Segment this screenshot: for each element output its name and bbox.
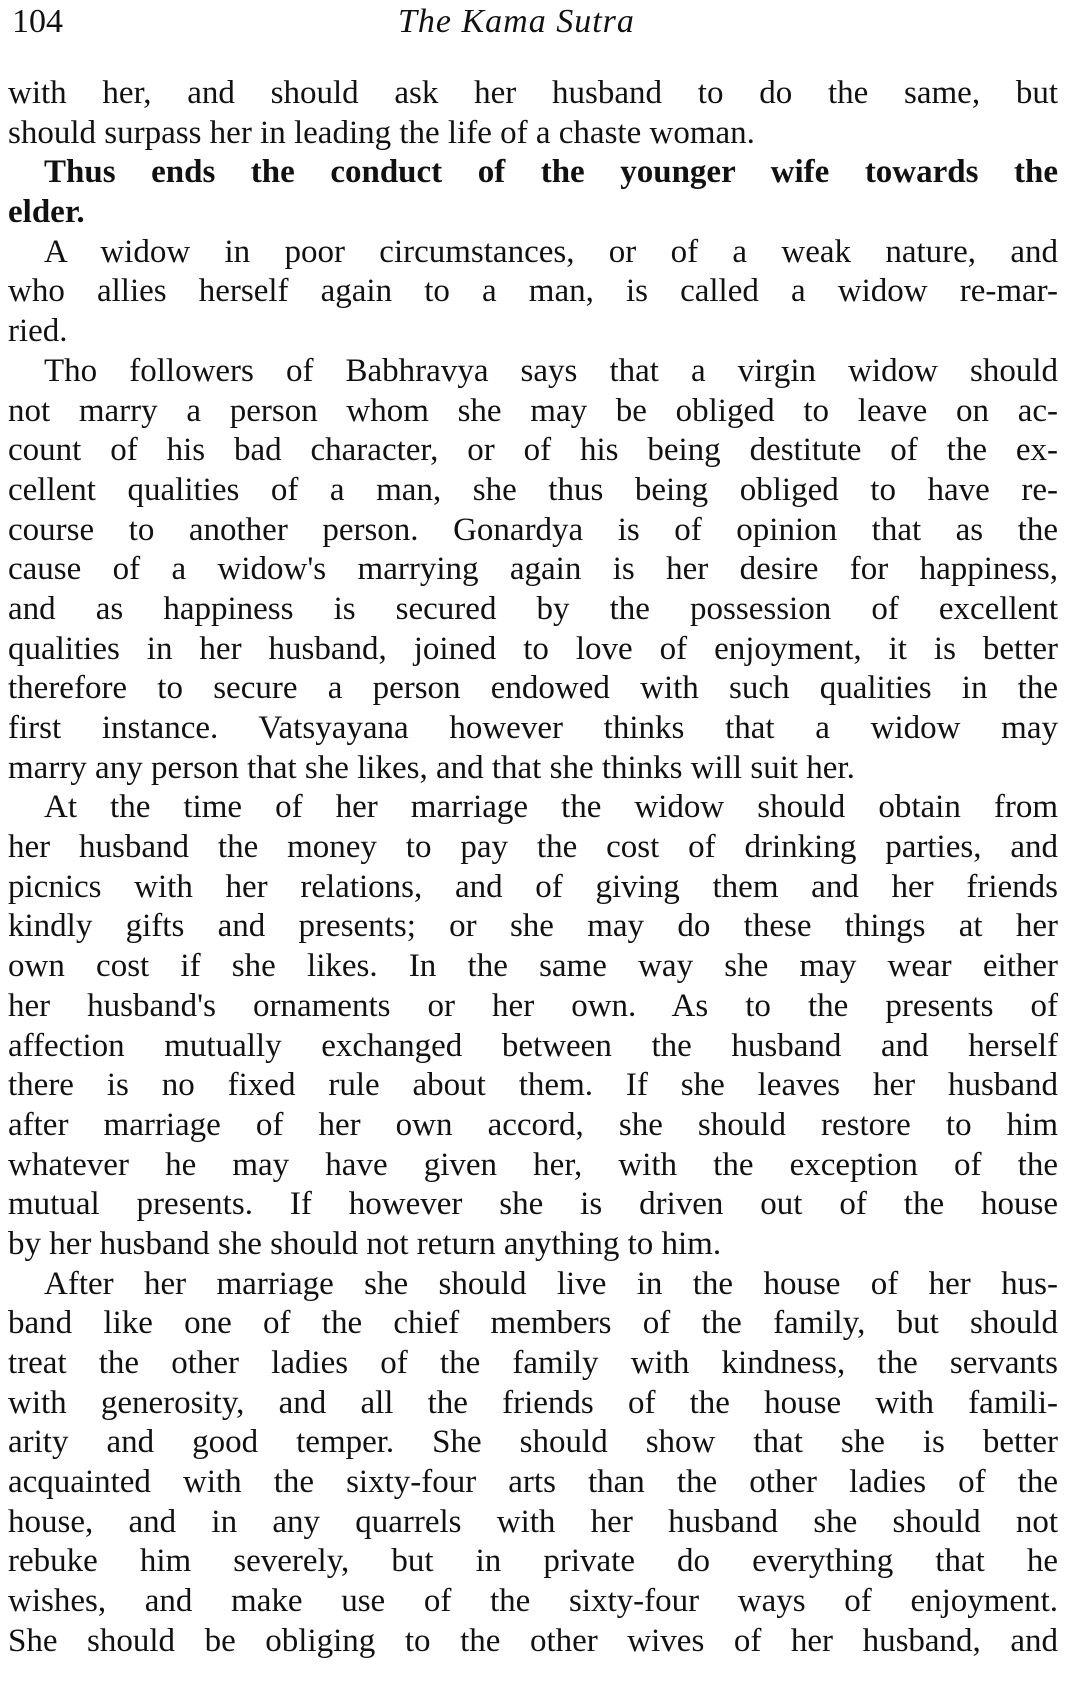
text-line: first instance. Vatsyayana however thinks that a widow may <box>8 710 1058 746</box>
running-head <box>8 2 1058 42</box>
text-line: by her husband she should not return anything to him. <box>8 1225 722 1262</box>
text-line: not marry a person whom she may be obliged to leave on ac- <box>8 392 1058 429</box>
body-text <box>8 74 1058 1662</box>
text-line: affection mutually exchanged between the husband and herself <box>8 1027 1058 1064</box>
text-line: and as happiness is secured by the possession of excellent <box>8 590 1058 627</box>
paragraph-start-line: At the time of her marriage the widow should obtain from <box>44 789 1058 826</box>
text-line: She should be obliging to the other wives of her husband, and <box>8 1622 1058 1659</box>
text-line: acquainted with the sixty-four arts than the other ladies of the <box>8 1464 1058 1501</box>
text-line: wishes, and make use of the sixty-four ways of enjoyment. <box>8 1583 1058 1620</box>
text-line: who allies herself again to a man, is called a widow re-mar- <box>8 273 1058 310</box>
text-line: picnics with her relations, and of giving them and her friends <box>8 868 1058 905</box>
text-line: cause of a widow's marrying again is her desire for happiness, <box>8 551 1058 588</box>
text-line: therefore to secure a person endowed with such qualities in the <box>8 670 1058 707</box>
text-line: qualities in her husband, joined to love of enjoyment, it is better <box>8 630 1058 667</box>
book-title: The Kama Sutra <box>398 3 635 40</box>
paragraph-start-line: After her marriage she should live in the house of her hus- <box>44 1265 1058 1302</box>
text-line: rebuke him severely, but in private do everything that he <box>8 1543 1058 1580</box>
text-line: whatever he may have given her, with the exception of the <box>8 1146 1058 1183</box>
text-line: with her, and should ask her husband to do the same, but <box>8 75 1058 111</box>
text-line: kindly gifts and presents; or she may do these things at her <box>8 908 1058 945</box>
text-line: course to another person. Gonardya is of opinion that as the <box>8 511 1058 548</box>
paragraph-start-line: Tho followers of Babhravya says that a virgin widow should <box>44 352 1058 389</box>
text-line: after marriage of her own accord, she should restore to him <box>8 1106 1058 1143</box>
text-line: band like one of the chief members of the family, but should <box>8 1305 1058 1342</box>
text-line: house, and in any quarrels with her husband she should not <box>8 1503 1058 1540</box>
text-line: should surpass her in leading the life of a chaste woman. <box>8 114 755 151</box>
page-number: 104 <box>12 3 63 40</box>
text-line: arity and good temper. She should show that she is better <box>8 1424 1058 1461</box>
text-line: her husband's ornaments or her own. As to the presents of <box>8 987 1058 1024</box>
text-line: count of his bad character, or of his being destitute of the ex- <box>8 432 1058 469</box>
section-end-line: elder. <box>8 194 85 231</box>
text-line: ried. <box>8 313 68 350</box>
text-line: her husband the money to pay the cost of drinking parties, and <box>8 829 1058 866</box>
text-line: there is no fixed rule about them. If she leaves her husband <box>8 1067 1058 1104</box>
text-line: cellent qualities of a man, she thus being obliged to have re- <box>8 471 1058 508</box>
text-line: marry any person that she likes, and that she thinks will suit her. <box>8 749 855 786</box>
section-end-line: Thus ends the conduct of the younger wife towards the <box>44 154 1058 191</box>
text-line: own cost if she likes. In the same way she may wear either <box>8 948 1058 985</box>
text-line: mutual presents. If however she is driven out of the house <box>8 1186 1058 1223</box>
text-line: with generosity, and all the friends of the house with famili- <box>8 1384 1058 1421</box>
paragraph-start-line: A widow in poor circumstances, or of a weak nature, and <box>44 233 1058 270</box>
text-line: treat the other ladies of the family with kindness, the servants <box>8 1345 1058 1381</box>
